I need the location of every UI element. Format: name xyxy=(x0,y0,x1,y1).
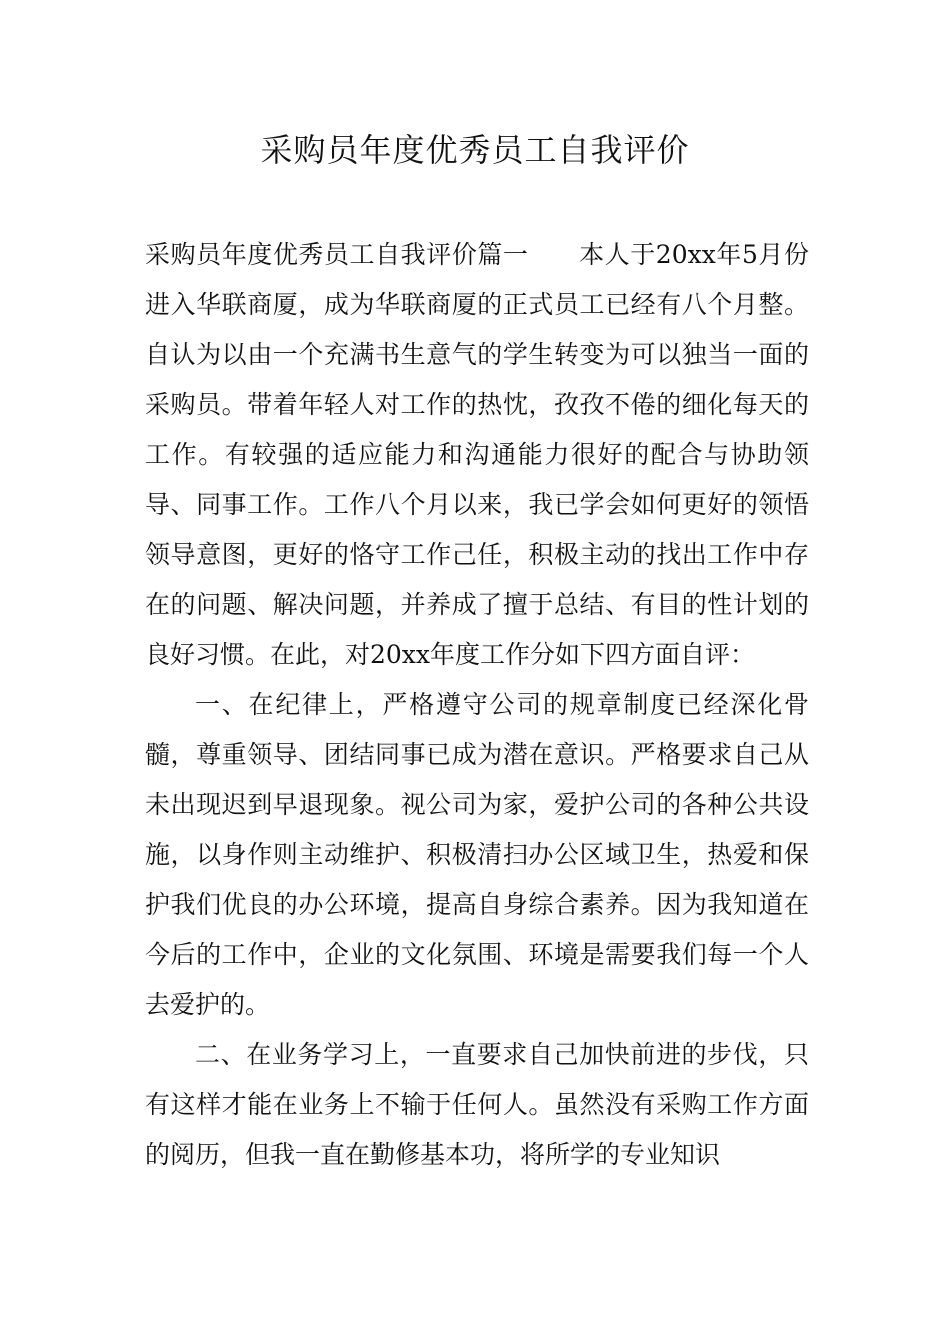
discipline-paragraph: 一、在纪律上，严格遵守公司的规章制度已经深化骨髓，尊重领导、团结同事已成为潜在意识。严格要求自己从未出现迟到早退现象。视公司为家，爱护公司的各种公共设施，以身作则主动维护、积极清扫办公区域卫生，热爱和保护我们优良的办公环境，提高自身综合素养。因为我知道在今后的工作中，企业的文化氛围、环境是需要我们每一个人去爱护的。 xyxy=(145,690,809,1019)
intro-paragraph xyxy=(145,230,809,680)
study-paragraph: 二、在业务学习上，一直要求自己加快前进的步伐，只有这样才能在业务上不输于任何人。虽然没有采购工作方面的阅历，但我一直在勤修基本功，将所学的专业知识 xyxy=(145,1040,809,1169)
document-body xyxy=(145,230,809,1180)
intro-text: 本人于20xx年5月份进入华联商厦，成为华联商厦的正式员工已经有八个月整。自认为以由一个充满书生意气的学生转变为可以独当一面的采购员。带着年轻人对工作的热忱，孜孜不倦的细化每天的工作。有较强的适应能力和沟通能力很好的配合与协助领导、同事工作。工作八个月以来，我已学会如何更好的领悟领导意图，更好的恪守工作己任，积极主动的找出工作中存在的问题、解决问题，并养成了擅于总结、有目的性计划的良好习惯。在此，对20xx年度工作分如下四方面自评： xyxy=(145,240,809,669)
document-title: 采购员年度优秀员工自我评价 xyxy=(260,131,690,169)
section-heading: 采购员年度优秀员工自我评价篇一 xyxy=(145,240,529,269)
